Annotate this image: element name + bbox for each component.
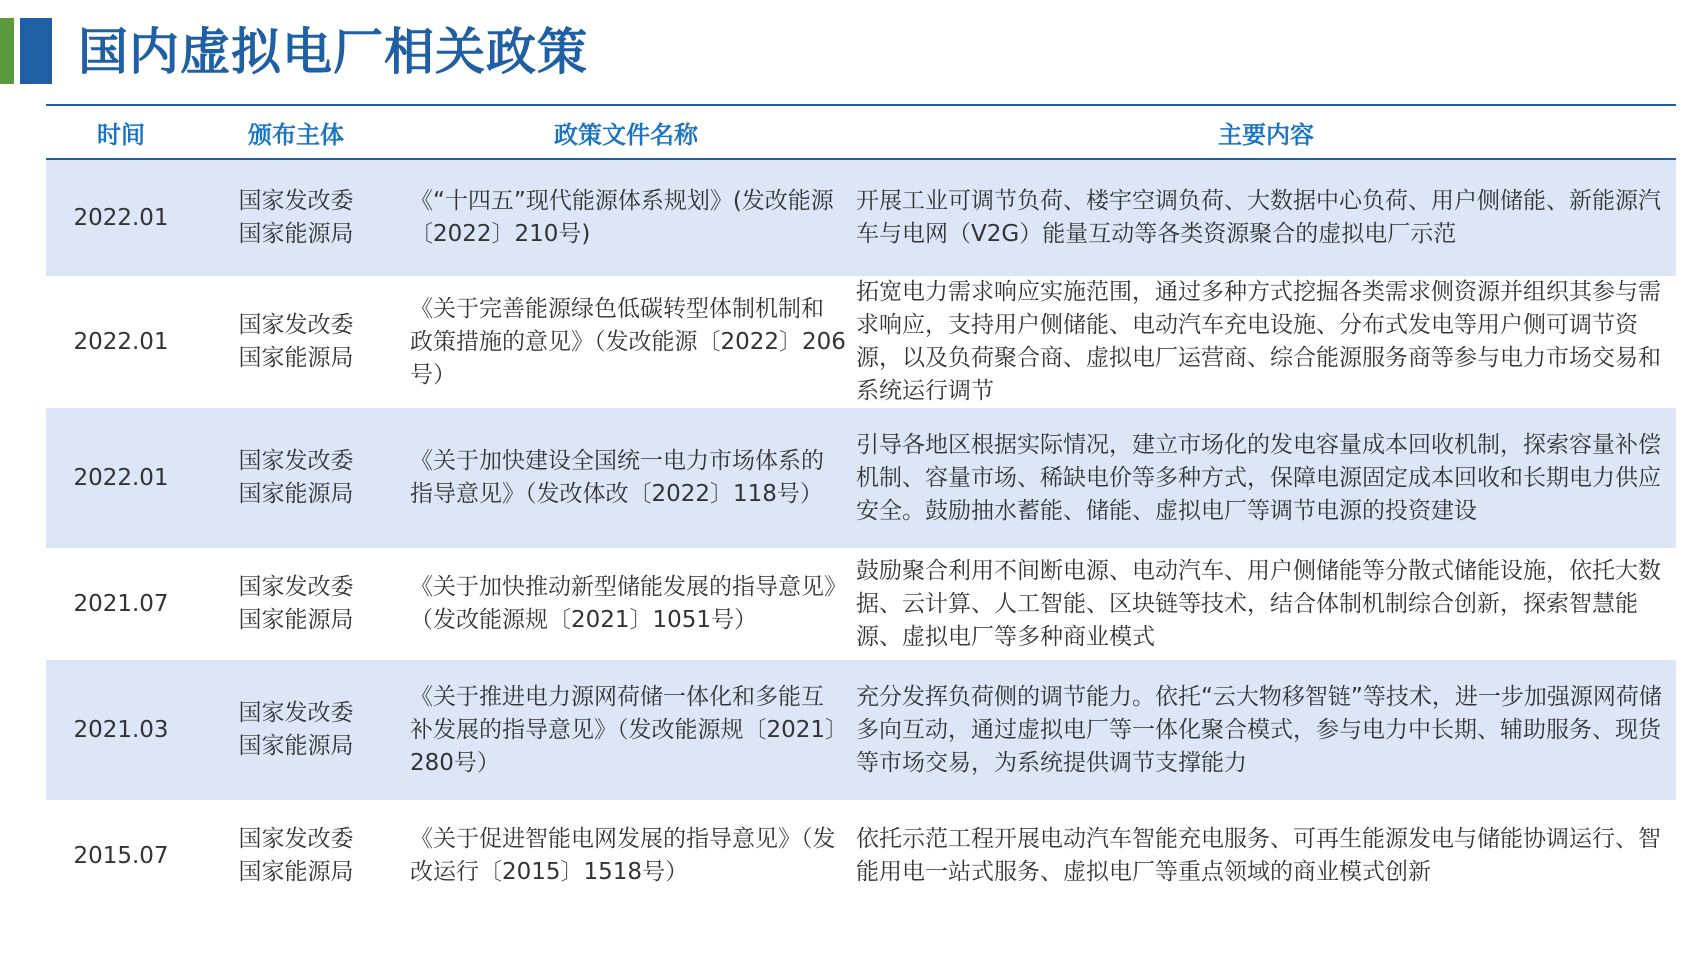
cell-issuer <box>196 276 396 408</box>
cell-content <box>856 800 1676 912</box>
file-name: 《关于加快推动新型储能发展的指导意见》（发改能源规〔2021〕1051号） <box>410 574 836 633</box>
header-issuer: 颁布主体 <box>248 120 344 149</box>
issuer-line: 国家发改委 <box>238 448 354 474</box>
issuer-line: 国家发改委 <box>238 826 354 852</box>
cell-date: 2022.01 <box>73 204 169 231</box>
table-row <box>46 160 1676 276</box>
page-title: 国内虚拟电厂相关政策 <box>78 23 588 81</box>
file-name: 《关于加快建设全国统一电力市场体系的指导意见》（发改体改〔2022〕118号） <box>410 448 824 507</box>
content-text: 开展工业可调节负荷、楼宇空调负荷、大数据中心负荷、用户侧储能、新能源汽车与电网（V2G）能量互动等各类资源聚合的虚拟电厂示范 <box>856 188 1661 247</box>
issuer-line: 国家能源局 <box>238 221 354 247</box>
issuer-line: 国家发改委 <box>238 574 354 600</box>
cell-issuer <box>196 660 396 800</box>
table-row <box>46 276 1676 408</box>
issuer-line: 国家能源局 <box>238 345 354 371</box>
header-content: 主要内容 <box>1218 120 1314 149</box>
issuer-line: 国家能源局 <box>238 859 354 885</box>
cell-date: 2022.01 <box>73 464 169 491</box>
table-header-row <box>46 104 1676 160</box>
issuer-line: 国家能源局 <box>238 481 354 507</box>
header-date: 时间 <box>97 120 145 149</box>
table-row <box>46 408 1676 548</box>
cell-file <box>396 276 856 408</box>
issuer-line: 国家发改委 <box>238 188 354 214</box>
cell-date: 2021.03 <box>73 716 169 743</box>
cell-file <box>396 800 856 912</box>
content-text: 充分发挥负荷侧的调节能力。依托“云大物移智链”等技术，进一步加强源网荷储多向互动，通过虚拟电厂等一体化聚合模式，参与电力中长期、辅助服务、现货等市场交易，为系统提供调节支撑能力 <box>856 683 1662 776</box>
cell-file <box>396 548 856 660</box>
cell-content <box>856 276 1676 408</box>
cell-issuer <box>196 548 396 660</box>
file-name: 《关于完善能源绿色低碳转型体制机制和政策措施的意见》（发改能源〔2022〕206号） <box>410 295 846 388</box>
content-text: 鼓励聚合利用不间断电源、电动汽车、用户侧储能等分散式储能设施，依托大数据、云计算、人工智能、区块链等技术，结合体制机制综合创新，探索智慧能源、虚拟电厂等多种商业模式 <box>856 557 1661 650</box>
content-text: 引导各地区根据实际情况，建立市场化的发电容量成本回收机制，探索容量补偿机制、容量市场、稀缺电价等多种方式，保障电源固定成本回收和长期电力供应安全。鼓励抽水蓄能、储能、虚拟电厂等调节电源的投资建设 <box>856 431 1661 524</box>
policy-table <box>46 104 1676 912</box>
title-accent-green <box>0 18 14 84</box>
cell-date: 2015.07 <box>73 842 169 869</box>
cell-file <box>396 660 856 800</box>
file-name: 《关于推进电力源网荷储一体化和多能互补发展的指导意见》（发改能源规〔2021〕280号） <box>410 683 837 776</box>
issuer-line: 国家发改委 <box>238 700 354 726</box>
cell-content <box>856 408 1676 548</box>
issuer-line: 国家能源局 <box>238 733 354 759</box>
cell-content <box>856 660 1676 800</box>
content-text: 依托示范工程开展电动汽车智能充电服务、可再生能源发电与储能协调运行、智能用电一站式服务、虚拟电厂等重点领域的商业模式创新 <box>856 826 1661 885</box>
cell-content <box>856 160 1676 276</box>
header-file: 政策文件名称 <box>554 120 698 149</box>
issuer-line: 国家能源局 <box>238 607 354 633</box>
cell-file <box>396 408 856 548</box>
table-row <box>46 548 1676 660</box>
cell-content <box>856 548 1676 660</box>
content-text: 拓宽电力需求响应实施范围，通过多种方式挖掘各类需求侧资源并组织其参与需求响应，支持用户侧储能、电动汽车充电设施、分布式发电等用户侧可调节资源，以及负荷聚合商、虚拟电厂运营商、综合能源服务商等参与电力市场交易和系统运行调节 <box>856 279 1661 404</box>
cell-file <box>396 160 856 276</box>
table-row <box>46 660 1676 800</box>
table-row <box>46 800 1676 912</box>
cell-issuer <box>196 160 396 276</box>
cell-issuer <box>196 800 396 912</box>
file-name: 《“十四五”现代能源体系规划》(发改能源〔2022〕210号) <box>410 188 834 247</box>
cell-date: 2021.07 <box>73 590 169 617</box>
cell-issuer <box>196 408 396 548</box>
title-accent-blue <box>20 18 52 84</box>
cell-date: 2022.01 <box>73 328 169 355</box>
issuer-line: 国家发改委 <box>238 312 354 338</box>
file-name: 《关于促进智能电网发展的指导意见》（发改运行〔2015〕1518号） <box>410 826 836 885</box>
